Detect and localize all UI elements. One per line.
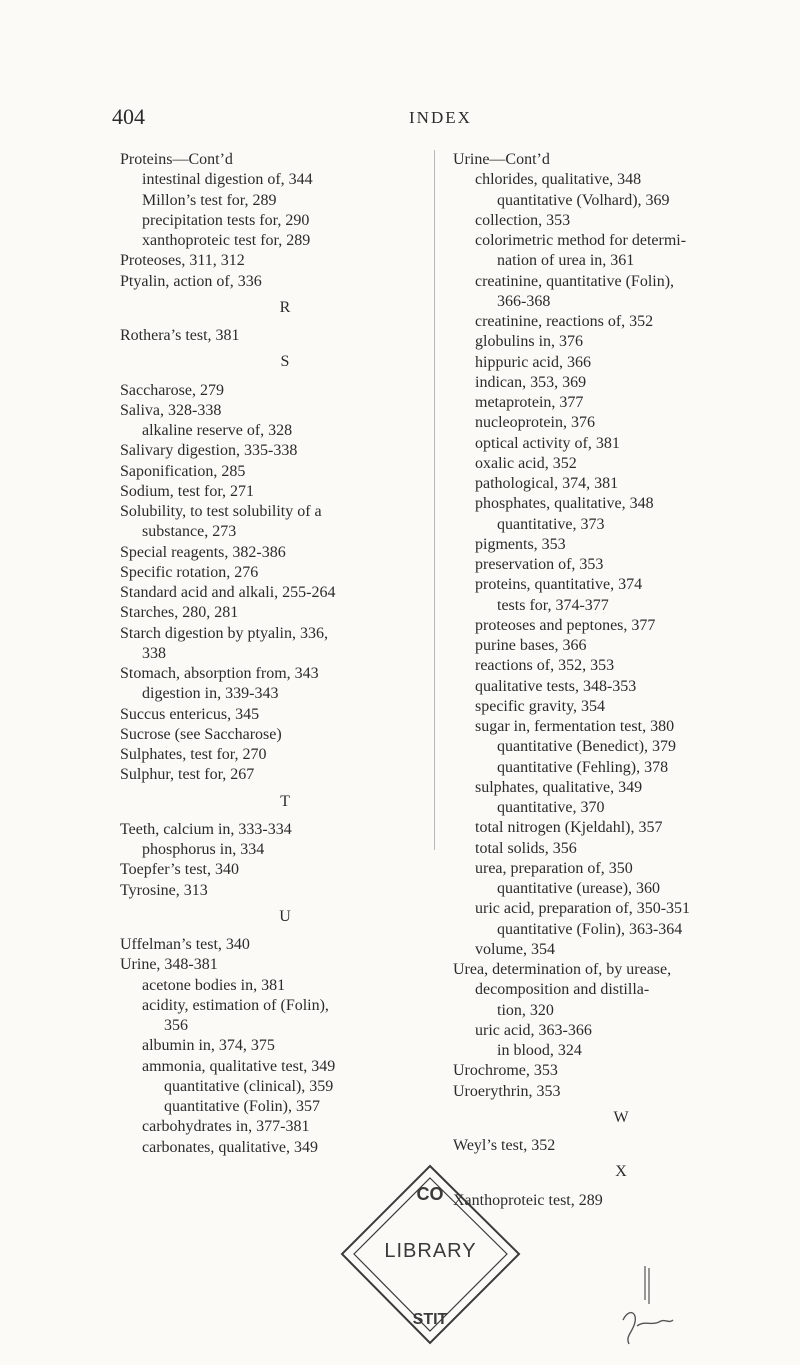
index-subentry: volume, 354 [475, 940, 555, 958]
section-letter: T [280, 792, 290, 810]
index-entry: Proteoses, 311, 312 [120, 252, 245, 270]
index-entry: Tyrosine, 313 [120, 881, 208, 899]
index-entry: Sucrose (see Saccharose) [120, 725, 282, 743]
index-subentry: pigments, 353 [475, 535, 566, 553]
index-entry: Sulphates, test for, 270 [120, 746, 267, 763]
section-letter: X [615, 1163, 627, 1181]
index-subentry: urea, preparation of, 350 [475, 859, 633, 877]
index-entry: Teeth, calcium in, 333-334 [120, 820, 292, 838]
library-stamp [338, 1162, 523, 1347]
index-subentry: preservation of, 353 [475, 556, 604, 573]
index-entry: Salivary digestion, 335-338 [120, 442, 298, 460]
index-subentry: ammonia, qualitative test, 349 [142, 1057, 336, 1075]
index-subentry: acetone bodies in, 381 [142, 976, 286, 994]
index-subentry: quantitative (Benedict), 379 [497, 738, 677, 756]
index-entry: Saliva, 328-338 [120, 401, 222, 419]
index-entry: Starch digestion by ptyalin, 336, [120, 624, 328, 642]
index-entry: Weyl’s test, 352 [453, 1137, 556, 1154]
column-divider [434, 150, 435, 850]
index-entry: Saccharose, 279 [120, 381, 224, 399]
index-subentry: uric acid, 363-366 [475, 1021, 592, 1039]
index-entry: Ptyalin, action of, 336 [120, 272, 262, 290]
index-subentry: decomposition and distilla- [475, 981, 650, 999]
index-subentry: purine bases, 366 [475, 637, 587, 654]
index-entry: Rothera’s test, 381 [120, 327, 240, 344]
index-subentry: quantitative (Folin), 363-364 [497, 920, 683, 938]
index-entry: Proteins—Cont’d [120, 151, 233, 168]
index-entry: Urine, 348-381 [120, 956, 218, 974]
index-subentry: oxalic acid, 352 [475, 454, 577, 472]
index-subentry: sulphates, qualitative, 349 [475, 778, 643, 796]
section-letter: R [279, 298, 291, 316]
section-letter: U [279, 907, 291, 925]
index-subentry: tests for, 374-377 [497, 596, 609, 614]
index-entry: Uffelman’s test, 340 [120, 936, 250, 953]
running-title: INDEX [409, 108, 472, 127]
index-subentry: quantitative (Folin), 357 [164, 1098, 320, 1115]
index-subentry: total nitrogen (Kjeldahl), 357 [475, 819, 663, 837]
index-entry: Succus entericus, 345 [120, 705, 260, 723]
index-subentry: proteoses and peptones, 377 [475, 616, 656, 634]
index-subentry: albumin in, 374, 375 [142, 1037, 275, 1055]
index-subentry: pathological, 374, 381 [475, 475, 619, 492]
index-subentry: quantitative, 370 [497, 799, 605, 816]
stamp-ring-text-top: CO [416, 1184, 444, 1204]
index-subentry: specific gravity, 354 [475, 697, 606, 715]
index-subentry: intestinal digestion of, 344 [142, 171, 313, 189]
index-subentry: 366-368 [497, 292, 551, 310]
index-subentry: in blood, 324 [497, 1042, 582, 1059]
index-subentry: quantitative (urease), 360 [497, 880, 661, 897]
index-entry: Urea, determination of, by urease, [453, 961, 672, 978]
index-subentry: uric acid, preparation of, 350-351 [475, 900, 691, 918]
index-subentry: Millon’s test for, 289 [142, 191, 277, 209]
index-entry: Sulphur, test for, 267 [120, 766, 255, 784]
index-subentry: nucleoprotein, 376 [475, 414, 595, 432]
index-entry: Special reagents, 382-386 [120, 543, 286, 561]
index-entry: Starches, 280, 281 [120, 604, 239, 622]
index-subentry: proteins, quantitative, 374 [475, 576, 643, 594]
index-subentry: qualitative tests, 348-353 [475, 677, 637, 695]
index-column-right [453, 150, 789, 1211]
index-subentry: tion, 320 [497, 1001, 554, 1019]
index-subentry: nation of urea in, 361 [497, 252, 635, 270]
index-entry: Solubility, to test solubility of a [120, 503, 322, 520]
index-subentry: 338 [142, 644, 166, 662]
page-number: 404 [112, 104, 145, 129]
index-subentry: globulins in, 376 [475, 333, 584, 351]
index-subentry: 356 [164, 1017, 188, 1034]
index-column-left [120, 150, 450, 1158]
index-subentry: hippuric acid, 366 [475, 353, 591, 371]
index-entry: Sodium, test for, 271 [120, 482, 255, 500]
stamp-label: LIBRARY [384, 1240, 477, 1262]
index-subentry: quantitative (Fehling), 378 [497, 758, 669, 776]
page-header [0, 104, 800, 134]
index-subentry: creatinine, reactions of, 352 [475, 313, 654, 330]
index-entry: Uroerythrin, 353 [453, 1082, 561, 1100]
section-letter: W [613, 1108, 629, 1126]
index-subentry: quantitative (clinical), 359 [164, 1077, 334, 1095]
pencil-mark-icon [615, 1260, 675, 1350]
index-entry: Saponification, 285 [120, 462, 246, 480]
index-entry: Toepfer’s test, 340 [120, 861, 239, 879]
index-subentry: reactions of, 352, 353 [475, 657, 615, 675]
index-subentry: alkaline reserve of, 328 [142, 422, 293, 439]
index-subentry: xanthoproteic test for, 289 [142, 232, 311, 249]
index-subentry: sugar in, fermentation test, 380 [475, 718, 675, 735]
index-subentry: acidity, estimation of (Folin), [142, 996, 329, 1014]
index-subentry: quantitative (Volhard), 369 [497, 191, 670, 209]
stamp-ring-text-bottom: STIT [412, 1311, 448, 1328]
index-subentry: colorimetric method for determi- [475, 232, 687, 249]
index-subentry: digestion in, 339-343 [142, 685, 279, 703]
index-subentry: metaprotein, 377 [475, 394, 584, 411]
index-subentry: phosphates, qualitative, 348 [475, 495, 654, 513]
index-subentry: phosphorus in, 334 [142, 841, 265, 858]
index-entry: Urochrome, 353 [453, 1062, 558, 1080]
index-subentry: carbonates, qualitative, 349 [142, 1138, 318, 1156]
index-entry: Standard acid and alkali, 255-264 [120, 584, 336, 601]
index-subentry: total solids, 356 [475, 839, 577, 857]
index-subentry: optical activity of, 381 [475, 434, 620, 452]
section-letter: S [280, 353, 290, 371]
index-entry: Specific rotation, 276 [120, 563, 259, 581]
index-subentry: indican, 353, 369 [475, 373, 587, 391]
index-entry: Xanthoproteic test, 289 [453, 1191, 603, 1209]
index-subentry: collection, 353 [475, 211, 571, 229]
index-subentry: precipitation tests for, 290 [142, 211, 310, 229]
index-subentry: substance, 273 [142, 523, 237, 541]
index-subentry: quantitative, 373 [497, 515, 605, 533]
index-subentry: carbohydrates in, 377-381 [142, 1118, 310, 1136]
index-subentry: creatinine, quantitative (Folin), [475, 272, 675, 290]
index-entry: Urine—Cont’d [453, 151, 550, 168]
index-subentry: chlorides, qualitative, 348 [475, 171, 642, 189]
index-entry: Stomach, absorption from, 343 [120, 665, 319, 682]
